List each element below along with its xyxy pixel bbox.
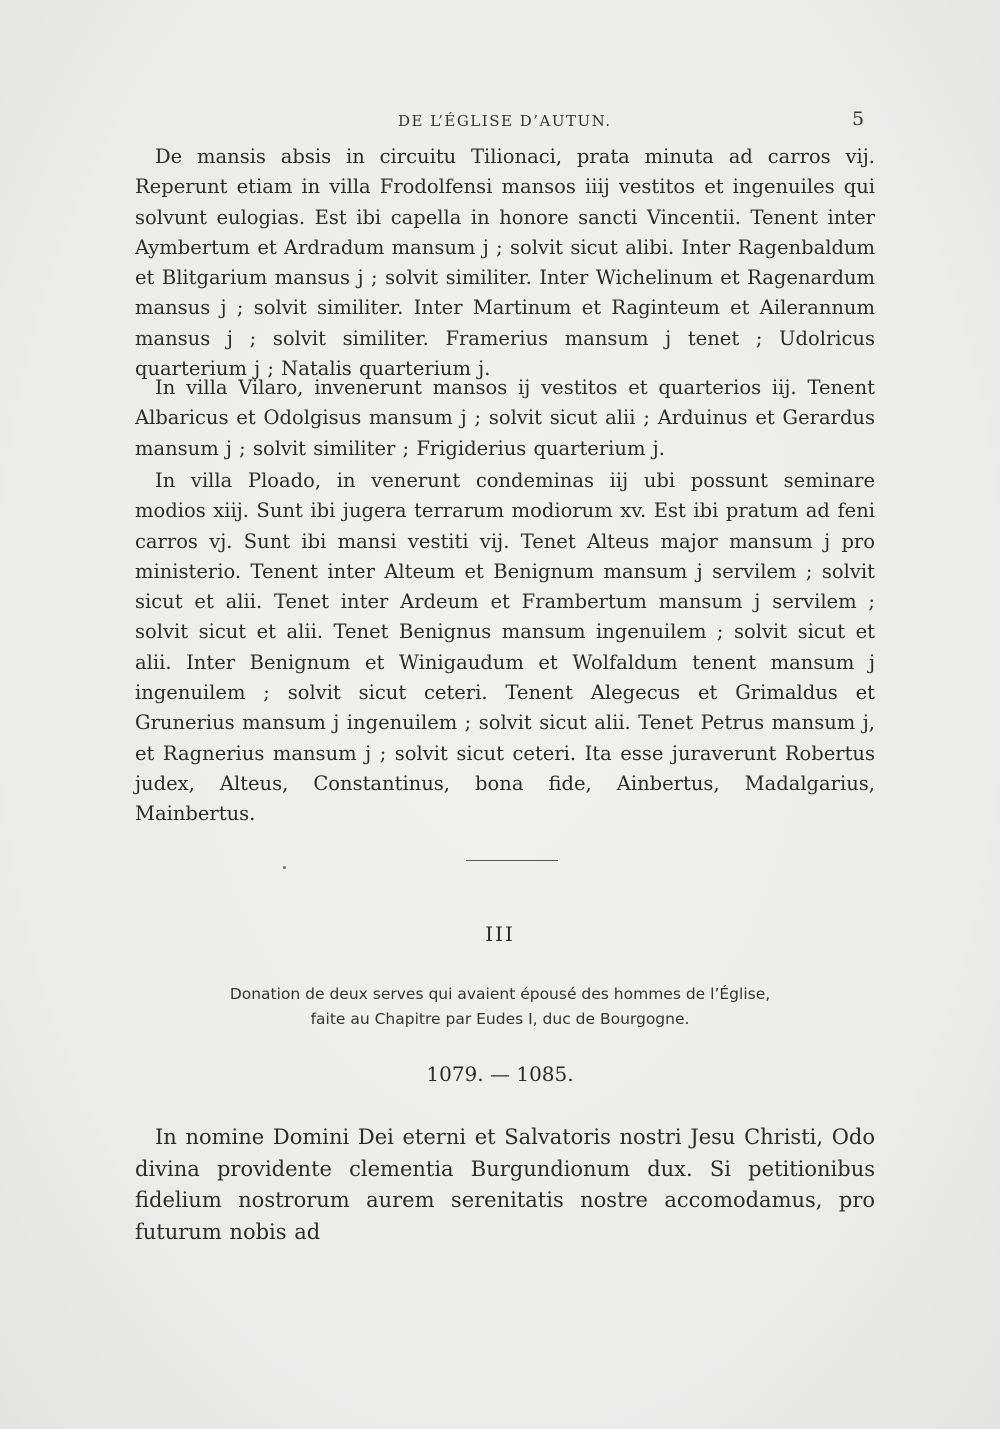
section-title-line-2: faite au Chapitre par Eudes I, duc de Bourgogne. [310, 1010, 690, 1028]
section-title-line-1: Donation de deux serves qui avaient épousé des hommes de l’Église, [229, 985, 771, 1003]
section-title [0, 982, 1000, 1032]
running-title: DE L’ÉGLISE D’AUTUN. [398, 112, 612, 130]
paragraph-charter-opening: In nomine Domini Dei eterni et Salvatoris nostri Jesu Christi, Odo divina providente clementia Burgundionum dux. Si petitionibus fidelium nostrorum aurem serenitatis nostre accomodamus, pro futurum nobis ad [135, 1125, 875, 1244]
section-divider [466, 860, 558, 861]
section-date: 1079. — 1085. [426, 1062, 574, 1086]
printer-dot [283, 866, 286, 869]
paragraph-vilaro: In villa Vilaro, invenerunt mansos ij vestitos et quarterios iij. Tenent Albaricus et Odolgisus mansum j ; solvit sicut alii ; Arduinus et Gerardus mansum j ; solvit similiter ; Frigiderius quarterium j. [135, 376, 875, 460]
paragraph-ploado: In villa Ploado, in venerunt condeminas iij ubi possunt seminare modios xiij. Sunt ibi jugera terrarum modiorum xv. Est ibi pratum ad feni carros vj. Sunt ibi mansi vestiti vij. Tenet Alteus major mansum j pro ministerio. Tenent inter Alteum et Benignum mansum j servilem ; solvit sicut et alii. Tenet inter Ardeum et Frambertum mansum j servilem ; solvit sicut et alii. Tenet Benignus mansum ingenuilem ; solvit sicut et alii. Inter Benignum et Winigaudum et Wolfaldum tenent mansum j ingenuilem ; solvit sicut ceteri. Tenent Alegecus et Grimaldus et Grunerius mansum j ingenuilem ; solvit sicut alii. Tenet Petrus mansum j, et Ragnerius mansum j ; solvit sicut ceteri. Ita esse juraverunt Robertus judex, Alteus, Constantinus, bona fide, Ainbertus, Madalgarius, Mainbertus. [135, 469, 875, 826]
page-number: 5 [852, 108, 865, 130]
running-header [0, 108, 1000, 138]
section-number: III [485, 922, 515, 946]
paragraph-tilionaci: De mansis absis in circuitu Tilionaci, prata minuta ad carros vij. Reperunt etiam in villa Frodolfensi mansos iiij vestitos et ingenuiles qui solvunt eulogias. Est ibi capella in honore sancti Vincentii. Tenent inter Aymbertum et Ardradum mansum j ; solvit sicut alibi. Inter Ragenbaldum et Blitgarium mansus j ; solvit similiter. Inter Wichelinum et Ragenardum mansus j ; solvit similiter. Inter Martinum et Raginteum et Ailerannum mansus j ; solvit similiter. Framerius mansum j tenet ; Udolricus quarterium j ; Natalis quarterium j. [135, 145, 875, 381]
